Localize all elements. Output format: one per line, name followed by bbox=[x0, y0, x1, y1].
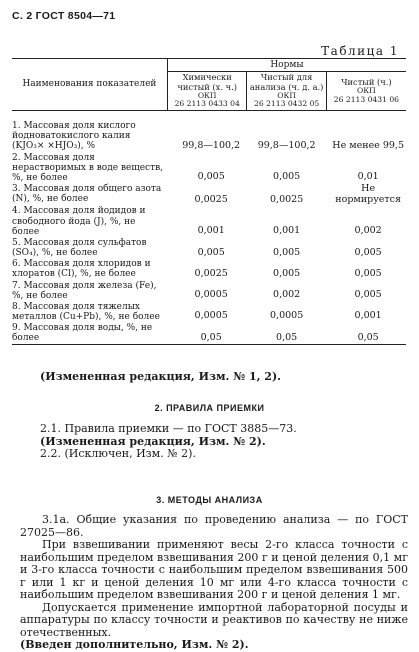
table-row bbox=[12, 280, 406, 301]
row-value: 0,005 bbox=[197, 171, 225, 183]
row-value: 0,001 bbox=[273, 225, 301, 237]
paragraph: 2.1. Правила приемки — по ГОСТ 3885—73. bbox=[40, 422, 297, 435]
row-value: 0,005 bbox=[273, 171, 301, 183]
row-name: 1. Массовая доля кислого йодноватокислого калия (KJO₃× ×HJO₃), % bbox=[12, 121, 136, 152]
row-value: 0,005 bbox=[354, 289, 382, 301]
row-name: 9. Массовая доля воды, %, не более bbox=[12, 322, 167, 344]
row-value: 0,0025 bbox=[270, 193, 304, 205]
row-value: 0,005 bbox=[273, 246, 301, 258]
table-row bbox=[12, 111, 406, 152]
row-value: 0,0005 bbox=[194, 289, 228, 301]
row-value: 99,8—100,2 bbox=[182, 139, 241, 151]
row-value: 0,002 bbox=[273, 289, 301, 301]
amendment-note: (Введен дополнительно, Изм. № 2). bbox=[20, 638, 249, 652]
section-2-body bbox=[40, 423, 410, 461]
row-value: 0,0005 bbox=[194, 310, 228, 322]
row-name: 8. Массовая доля тяжелых металлов (Cu+Pb), %, не более bbox=[12, 301, 160, 323]
norms-table bbox=[12, 58, 406, 345]
table-row bbox=[12, 183, 406, 205]
row-value: 0,005 bbox=[197, 246, 225, 258]
row-value: 0,01 bbox=[357, 171, 379, 183]
table-row bbox=[12, 205, 406, 236]
table-row bbox=[12, 301, 406, 322]
paragraph: Допускается применение импортной лабораторной посуды и аппаратуры по классу точности и реактивов по качеству не ниже отечественных. bbox=[20, 600, 408, 639]
row-value: 0,05 bbox=[247, 322, 326, 344]
section-3-body bbox=[20, 514, 408, 652]
row-value: 0,005 bbox=[273, 267, 301, 279]
row-name: 7. Массовая доля железа (Fe), %, не более bbox=[12, 280, 157, 301]
section-title: 2. ПРАВИЛА ПРИЕМКИ bbox=[154, 403, 265, 413]
section-title: 3. МЕТОДЫ АНАЛИЗА bbox=[156, 495, 263, 505]
row-value: 0,0025 bbox=[194, 267, 228, 279]
row-value: 0,002 bbox=[354, 225, 382, 237]
grade-header-3: Чистый (ч.) ОКП 26 2113 0431 06 bbox=[326, 72, 406, 111]
paragraph: 3.1а. Общие указания по проведению анализа — по ГОСТ 27025—86. bbox=[20, 513, 408, 539]
running-header: С. 2 ГОСТ 8504—71 bbox=[12, 10, 116, 22]
paragraph: 2.2. (Исключен, Изм. № 2). bbox=[40, 447, 196, 461]
row-value: 0,05 bbox=[167, 322, 247, 344]
row-value: 0,0025 bbox=[194, 193, 228, 205]
paragraph: При взвешивании применяют весы 2-го класса точности с наибольшим пределом взвешивания 200 г и ценой деления 0,1 мг и 3-го класса точности с наибольшим пределом взвешивания 500 г или 1 кг и ценой деления 10 мг или 4-го класса точности с наибольшим пределом взвешивания 200 г и ценой деления 1 мг. bbox=[20, 538, 408, 602]
row-name: 6. Массовая доля хлоридов и хлоратов (Cl), %, не более bbox=[12, 259, 151, 280]
row-value: 99,8—100,2 bbox=[257, 139, 316, 151]
table-row bbox=[12, 322, 406, 344]
row-name: 5. Массовая доля сульфатов (SO₄), %, не более bbox=[12, 237, 147, 259]
row-value: 0,005 bbox=[354, 267, 382, 279]
table-row bbox=[12, 237, 406, 258]
amendment-note: (Измененная редакция, Изм. № 2). bbox=[40, 434, 266, 448]
row-value: 0,001 bbox=[354, 310, 382, 322]
row-value: 0,001 bbox=[197, 225, 225, 237]
grade-header-2: Чистый для анализа (ч. д. а.) ОКП 26 2113 0432 05 bbox=[247, 72, 326, 111]
table-row bbox=[12, 152, 406, 183]
row-name: 2. Массовая доля нерастворимых в воде веществ, %, не более bbox=[12, 152, 163, 183]
row-value: 0,0005 bbox=[270, 310, 304, 322]
grade-header-1: Химически чистый (х. ч.) ОКП 26 2113 0433 04 bbox=[167, 72, 247, 111]
table-caption: Таблица 1 bbox=[321, 44, 399, 58]
row-name: 4. Массовая доля йодидов и свободного йода (J), %, не более bbox=[12, 206, 146, 237]
amendment-note: (Измененная редакция, Изм. № 1, 2). bbox=[40, 370, 281, 383]
row-value: Не менее 99,5 bbox=[332, 139, 404, 151]
column-header-norms: Нормы bbox=[167, 59, 406, 72]
row-value: Не нормируется bbox=[335, 183, 401, 205]
row-value: 0,005 bbox=[354, 246, 382, 258]
table-row bbox=[12, 258, 406, 279]
column-header-name: Наименования показателей bbox=[12, 59, 167, 111]
row-value: 0,05 bbox=[326, 322, 406, 344]
row-name: 3. Массовая доля общего азота (N), %, не более bbox=[12, 184, 162, 205]
